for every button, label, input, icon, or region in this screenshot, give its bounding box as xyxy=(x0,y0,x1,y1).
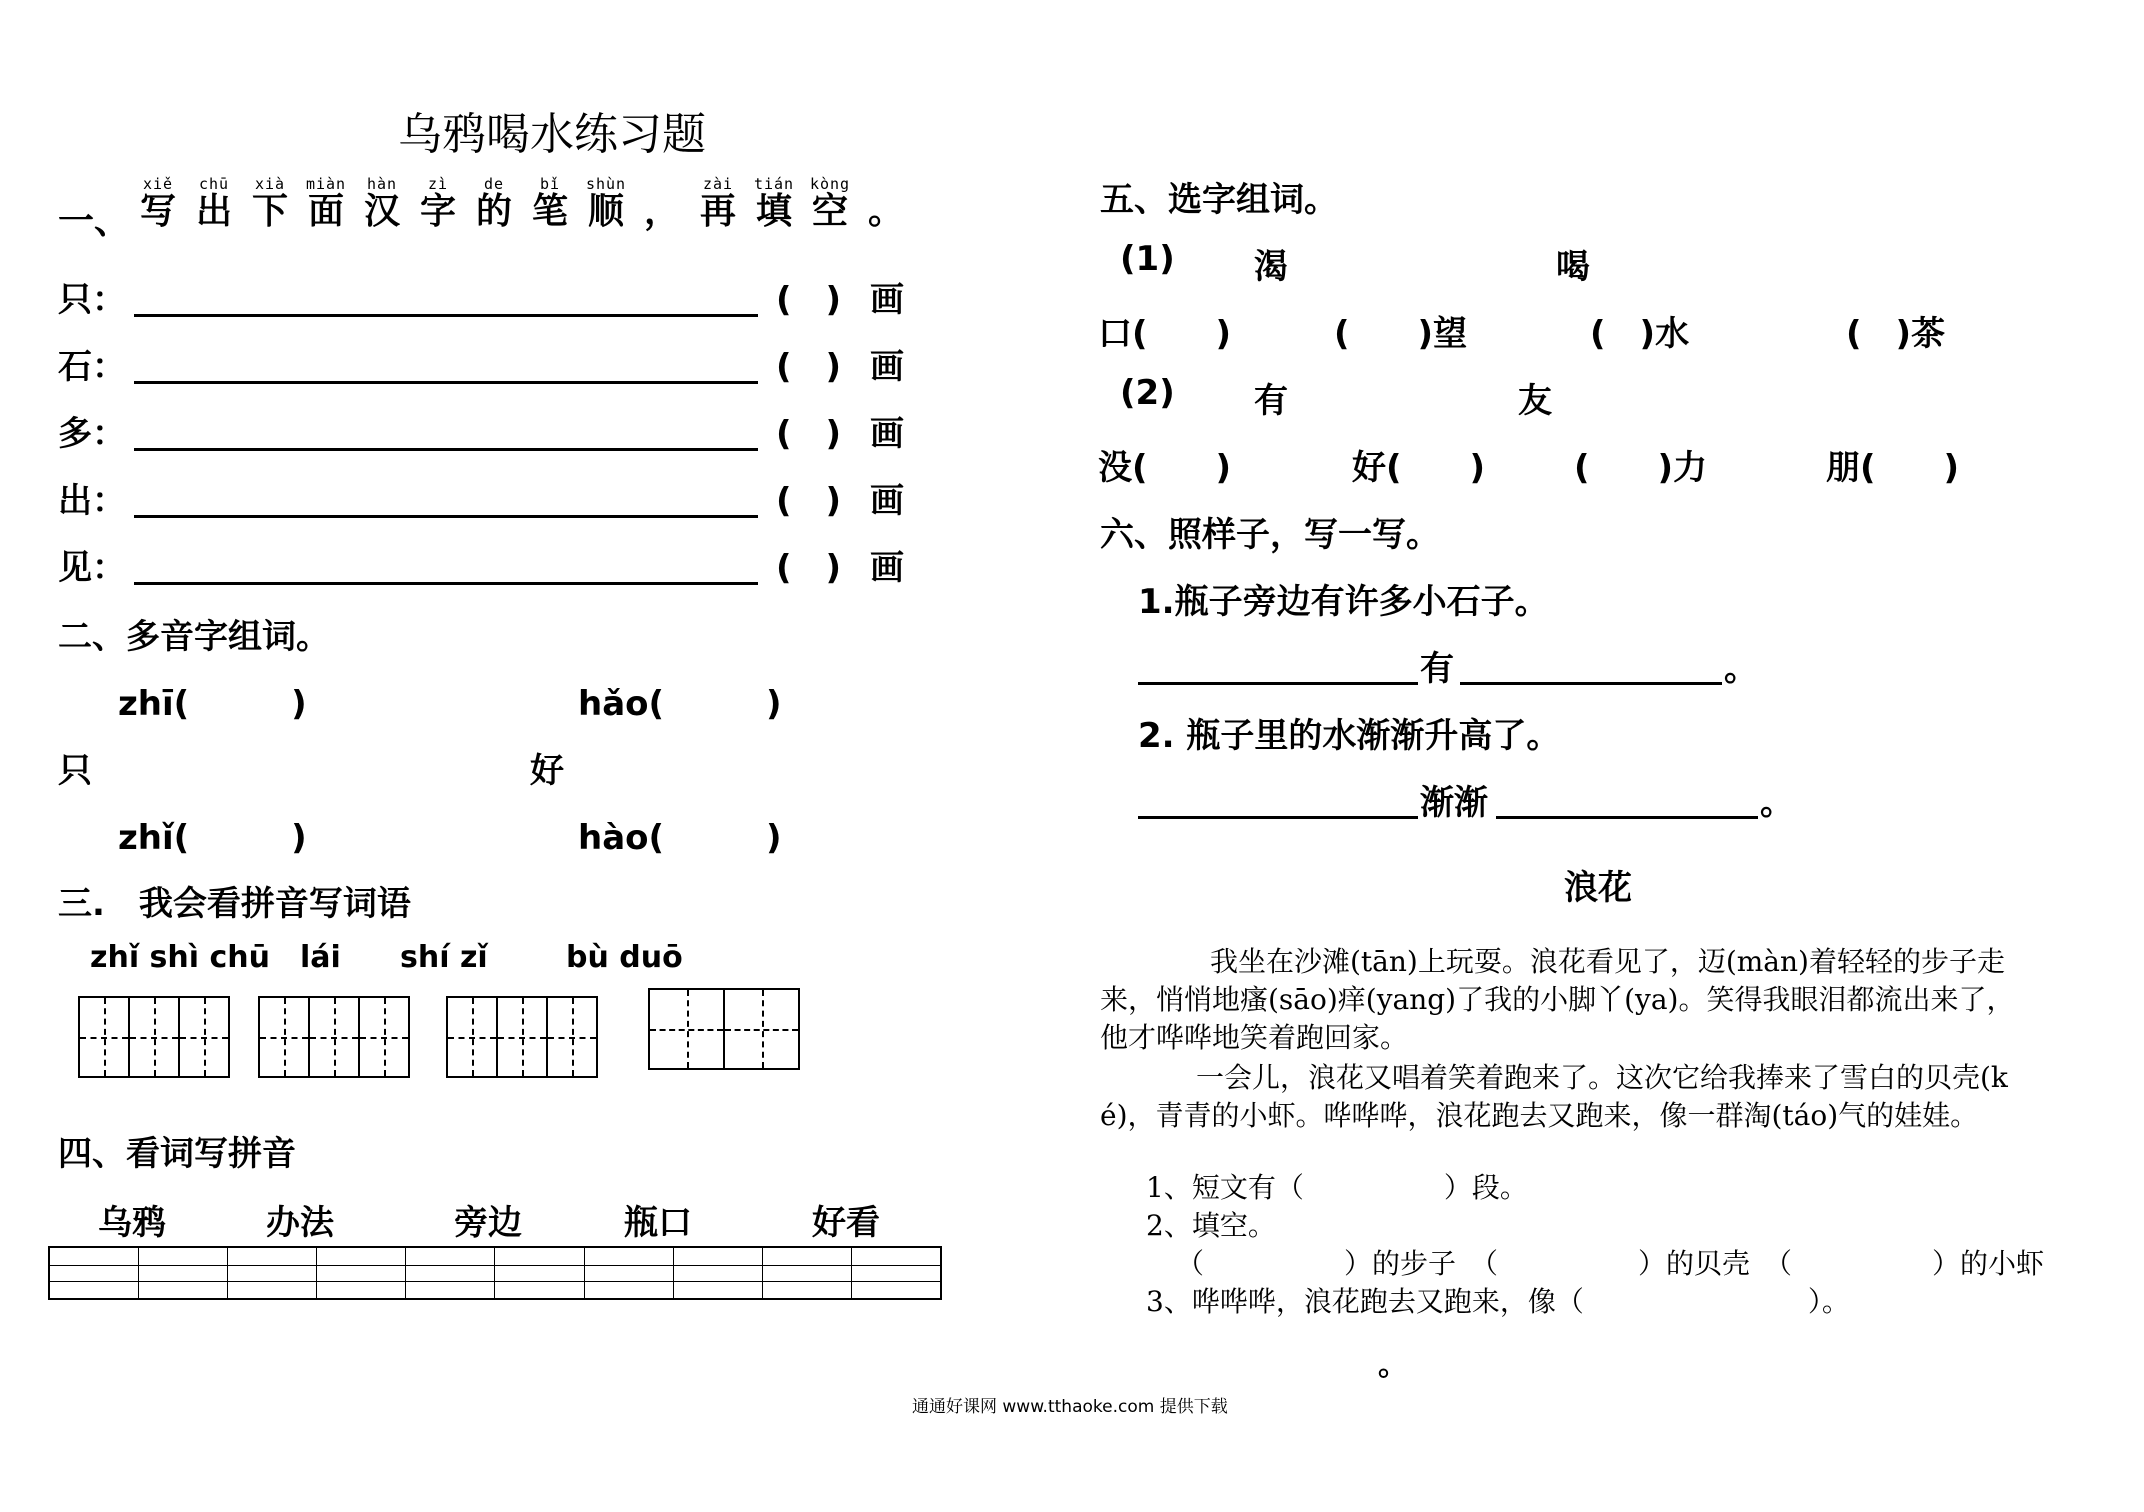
sec1-title-char xyxy=(578,176,634,232)
g2-word-3: ( )力 xyxy=(1574,448,1708,488)
reading-p2-line2: é)，青青的小虾。哗哗哗，浪花跑去又跑来，像一群淘(táo)气的娃娃。 xyxy=(1100,1099,1979,1132)
title-hanzi: ， xyxy=(643,191,680,232)
sec1-title-char xyxy=(186,176,242,232)
stroke-order-line[interactable] xyxy=(134,448,758,451)
sec1-title-char xyxy=(522,176,578,232)
stroke-unit: 画 xyxy=(870,548,904,588)
sec1-title-char xyxy=(858,176,914,232)
stroke-unit: 画 xyxy=(870,481,904,521)
sec1-prefix: 一、 xyxy=(58,201,131,242)
reading-p1-line1: 我坐在沙滩(tān)上玩耍。浪花看见了，迈(màn)着轻轻的步子走 xyxy=(1210,945,2005,978)
sec1-ruby-title xyxy=(130,175,904,236)
stroke-order-line[interactable] xyxy=(134,314,758,317)
stroke-row-label: 见： xyxy=(58,548,126,588)
reading-p1-line2: 来，悄悄地瘙(sāo)痒(yang)了我的小脚丫(ya)。笑得我眼泪都流出来了， xyxy=(1100,983,2015,1016)
example-2-word: 渐渐 xyxy=(1420,783,1488,823)
answer-line-1a[interactable] xyxy=(1138,682,1418,685)
pinyin-annotation: xiě xyxy=(142,175,174,193)
sec1-title-char xyxy=(802,176,858,232)
hao3: hǎo( ) xyxy=(578,684,782,724)
pinyin-annotation: chū xyxy=(198,175,230,193)
word-4: 瓶口 xyxy=(624,1203,692,1243)
g1-word-4: ( )茶 xyxy=(1846,314,1946,354)
answer-line-2b[interactable] xyxy=(1496,816,1758,819)
reading-p2-line1: 一会儿，浪花又唱着笑着跑来了。这次它给我捧来了雪白的贝壳(k xyxy=(1196,1061,2008,1094)
question-1: 1、短文有（ ）段。 xyxy=(1146,1171,1528,1204)
title-hanzi: 再 xyxy=(699,191,736,232)
pinyin-annotation xyxy=(634,176,690,192)
zhi-char: 只 xyxy=(58,751,92,791)
title-hanzi: 顺 xyxy=(587,191,624,232)
zhi1: zhī( ) xyxy=(118,684,307,724)
title-hanzi: 面 xyxy=(307,191,344,232)
sec3-title: 三. 我会看拼音写词语 xyxy=(58,884,411,924)
pinyin-annotation: miàn xyxy=(305,175,347,193)
sec6-title: 六、照样子，写一写。 xyxy=(1100,515,1440,555)
hao-char: 好 xyxy=(530,751,564,791)
pinyin-annotation: hàn xyxy=(366,175,398,193)
title-hanzi: 出 xyxy=(195,191,232,232)
stray-dot: 。 xyxy=(1378,1348,1408,1383)
pinyin-annotation: kòng xyxy=(809,175,851,193)
question-2-blanks: （ ）的步子 （ ）的贝壳 （ ）的小虾 xyxy=(1176,1247,2045,1280)
example-1-end: 。 xyxy=(1724,649,1758,689)
pinyin-annotation: de xyxy=(483,175,505,193)
stroke-order-line[interactable] xyxy=(134,582,758,585)
sec4-title: 四、看词写拼音 xyxy=(58,1134,296,1174)
sec3-pinyin-4: bù duō xyxy=(566,940,683,975)
pinyin-writing-table[interactable] xyxy=(48,1246,942,1300)
sec1-title-char xyxy=(242,176,298,232)
word-2: 办法 xyxy=(266,1203,334,1243)
pinyin-annotation xyxy=(858,176,914,192)
stroke-count-blank[interactable]: ( ) xyxy=(776,481,842,521)
stroke-row-label: 出： xyxy=(58,481,126,521)
pinyin-annotation: zì xyxy=(427,175,449,193)
g2-word-4: 朋( ) xyxy=(1826,448,1960,488)
writing-grid-1[interactable] xyxy=(78,996,230,1078)
writing-grid-4[interactable] xyxy=(648,988,800,1070)
title-hanzi: 笔 xyxy=(531,191,568,232)
example-1: 1.瓶子旁边有许多小石子。 xyxy=(1138,582,1549,622)
answer-line-1b[interactable] xyxy=(1460,682,1722,685)
sec1-title-char xyxy=(746,176,802,232)
title-hanzi: 字 xyxy=(419,191,456,232)
stroke-unit: 画 xyxy=(870,414,904,454)
stroke-count-blank[interactable]: ( ) xyxy=(776,548,842,588)
sec3-pinyin-3: shí zǐ xyxy=(400,940,488,975)
g2-word-2: 好( ) xyxy=(1352,448,1486,488)
group-2-char-b: 友 xyxy=(1518,381,1552,421)
page-title: 乌鸦喝水练习题 xyxy=(398,109,706,160)
sec1-title-char xyxy=(410,176,466,232)
stroke-unit: 画 xyxy=(870,280,904,320)
title-hanzi: 下 xyxy=(251,191,288,232)
sec2-title: 二、多音字组词。 xyxy=(58,617,330,657)
example-1-word: 有 xyxy=(1420,649,1454,689)
word-3: 旁边 xyxy=(454,1203,522,1243)
g2-word-1: 没( ) xyxy=(1098,448,1232,488)
g1-word-2: ( )望 xyxy=(1334,314,1468,354)
sec1-title-char xyxy=(690,176,746,232)
stroke-unit: 画 xyxy=(870,347,904,387)
pinyin-annotation: bǐ xyxy=(539,175,561,193)
title-hanzi: 空 xyxy=(811,191,848,232)
pinyin-annotation: shùn xyxy=(585,175,627,193)
example-2: 2. 瓶子里的水渐渐升高了。 xyxy=(1138,716,1561,756)
pinyin-annotation: tián xyxy=(753,175,795,193)
title-hanzi: 填 xyxy=(755,191,792,232)
g1-word-3: ( )水 xyxy=(1590,314,1690,354)
title-hanzi: 汉 xyxy=(363,191,400,232)
reading-p1-line3: 他才哗哗地笑着跑回家。 xyxy=(1100,1021,1409,1054)
question-3: 3、哗哗哗，浪花跑去又跑来，像（ ）。 xyxy=(1146,1285,1850,1318)
sec1-title-char xyxy=(354,176,410,232)
footer-text: 通通好课网 www.tthaoke.com 提供下载 xyxy=(912,1397,1228,1417)
g1-word-1: 口( ) xyxy=(1098,314,1232,354)
sec1-title-char xyxy=(130,176,186,232)
sec3-pinyin-2: lái xyxy=(300,940,341,975)
group-1-label: (1) xyxy=(1120,239,1175,279)
word-1: 乌鸦 xyxy=(98,1203,166,1243)
word-5: 好看 xyxy=(812,1203,880,1243)
group-2-label: (2) xyxy=(1120,373,1175,413)
hao4: hào( ) xyxy=(578,818,782,858)
question-2: 2、填空。 xyxy=(1146,1209,1276,1242)
sec5-title: 五、选字组词。 xyxy=(1100,180,1338,220)
stroke-order-line[interactable] xyxy=(134,381,758,384)
stroke-row-label: 石： xyxy=(58,347,126,387)
sec3-pinyin-1: zhǐ shì chū xyxy=(90,940,270,975)
reading-title: 浪花 xyxy=(1564,868,1632,908)
sec1-title-char xyxy=(298,176,354,232)
sec1-title-char xyxy=(466,176,522,232)
writing-grid-3[interactable] xyxy=(446,996,598,1078)
answer-line-2a[interactable] xyxy=(1138,816,1418,819)
group-1-char-a: 渴 xyxy=(1254,247,1288,287)
zhi3: zhǐ( ) xyxy=(118,818,307,858)
example-2-end: 。 xyxy=(1760,783,1794,823)
stroke-count-blank[interactable]: ( ) xyxy=(776,347,842,387)
title-hanzi: 。 xyxy=(867,191,904,232)
stroke-count-blank[interactable]: ( ) xyxy=(776,414,842,454)
pinyin-annotation: zài xyxy=(702,175,734,193)
group-2-char-a: 有 xyxy=(1254,381,1288,421)
pinyin-annotation: xià xyxy=(254,175,286,193)
group-1-char-b: 喝 xyxy=(1556,247,1590,287)
stroke-order-line[interactable] xyxy=(134,515,758,518)
stroke-row-label: 多： xyxy=(58,414,126,454)
writing-grid-2[interactable] xyxy=(258,996,410,1078)
stroke-count-blank[interactable]: ( ) xyxy=(776,280,842,320)
title-hanzi: 的 xyxy=(475,191,512,232)
sec1-title-char xyxy=(634,176,690,232)
stroke-row-label: 只： xyxy=(58,280,126,320)
title-hanzi: 写 xyxy=(139,191,176,232)
